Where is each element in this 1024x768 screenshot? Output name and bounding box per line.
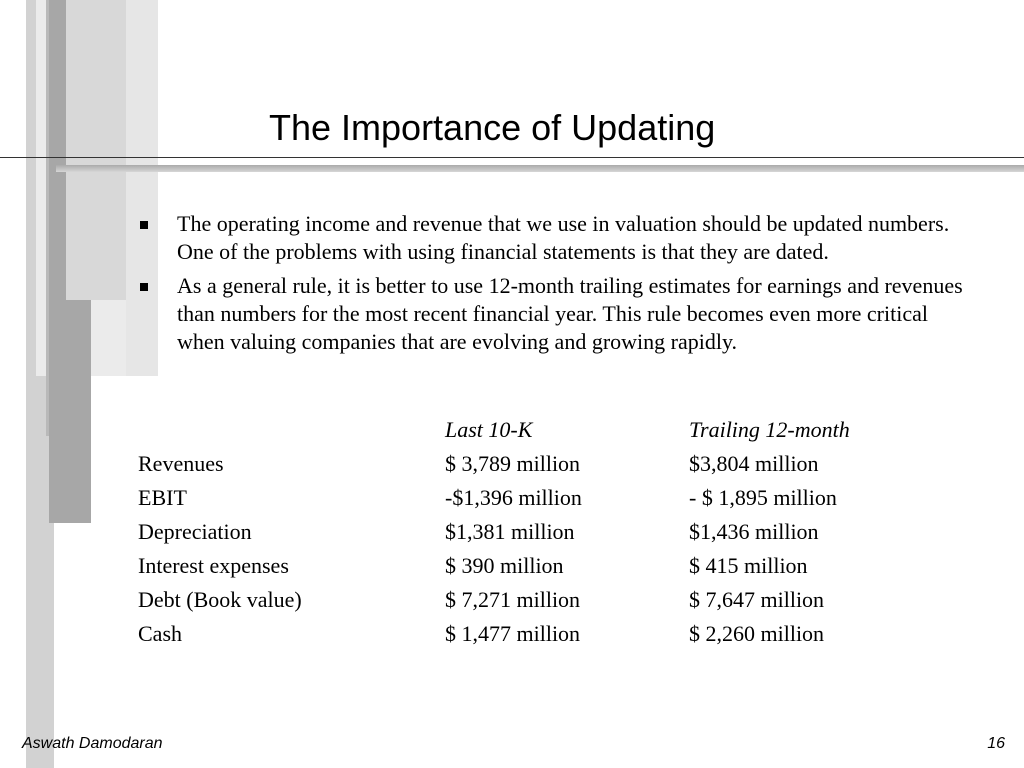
slide-title: The Importance of Updating [269, 107, 716, 148]
bullet-text: As a general rule, it is better to use 12-month trailing estimates for earnings and revenues than numbers for the most recent financial year. This rule becomes even more critical when valuing companies that are evolving and growing rapidly. [177, 273, 963, 354]
cell-trailing-12m: - $ 1,895 million [689, 485, 837, 510]
row-label: Interest expenses [138, 553, 289, 578]
bullet-item [138, 210, 978, 266]
header-cell-last-10k: Last 10-K [445, 417, 533, 442]
cell-trailing-12m: $ 2,260 million [689, 621, 825, 646]
cell-trailing-12m: $3,804 million [689, 451, 819, 476]
row-label: Cash [138, 621, 182, 646]
row-label: Debt (Book value) [138, 587, 302, 612]
header-cell-trailing-12m: Trailing 12-month [689, 417, 850, 442]
cell-trailing-12m: $1,436 million [689, 519, 819, 544]
header-cell-label [138, 413, 445, 447]
row-label: EBIT [138, 485, 187, 510]
square-bullet-icon [140, 221, 148, 229]
decorative-bar [66, 0, 126, 300]
table-row [138, 583, 929, 617]
bullet-item [138, 272, 978, 356]
cell-last-10k: $ 3,789 million [445, 451, 581, 476]
cell-trailing-12m: $ 415 million [689, 553, 808, 578]
cell-last-10k: -$1,396 million [445, 485, 582, 510]
table-row [138, 617, 929, 651]
bullet-list [138, 210, 978, 362]
footer-author: Aswath Damodaran [22, 735, 163, 752]
financials-table [138, 413, 929, 651]
cell-last-10k: $ 1,477 million [445, 621, 581, 646]
footer-page-number: 16 [987, 735, 1005, 752]
cell-last-10k: $1,381 million [445, 519, 575, 544]
row-label: Depreciation [138, 519, 252, 544]
table-row [138, 515, 929, 549]
row-label: Revenues [138, 451, 224, 476]
cell-trailing-12m: $ 7,647 million [689, 587, 825, 612]
title-divider-line [0, 157, 1024, 158]
table-row [138, 549, 929, 583]
table-row [138, 481, 929, 515]
table-row [138, 447, 929, 481]
bullet-text: The operating income and revenue that we use in valuation should be updated numbers. One of the problems with using financial statements is that they are dated. [177, 211, 950, 264]
cell-last-10k: $ 7,271 million [445, 587, 581, 612]
title-divider-bar [56, 165, 1024, 172]
cell-last-10k: $ 390 million [445, 553, 564, 578]
table-header-row [138, 413, 929, 447]
square-bullet-icon [140, 283, 148, 291]
